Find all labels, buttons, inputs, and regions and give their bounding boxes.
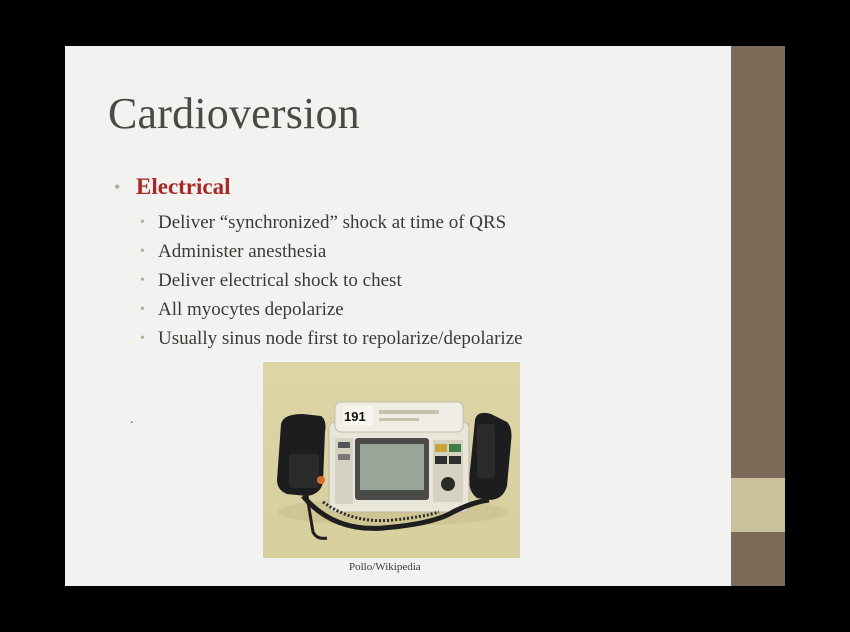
image-caption: Pollo/Wikipedia (349, 561, 421, 573)
list-item-text: Usually sinus node first to repolarize/depolarize (158, 327, 523, 349)
sub-bullet-dot-icon: • (140, 301, 145, 317)
defibrillator-photo (263, 362, 520, 558)
list-item-text: Deliver “synchronized” shock at time of QRS (158, 211, 507, 233)
list-item-text: Administer anesthesia (158, 240, 327, 262)
sub-bullet-dot-icon: • (140, 214, 145, 230)
sub-bullet-dot-icon: • (140, 272, 145, 288)
slide-sidebar-accent (731, 478, 785, 532)
bullet-dot-icon: • (114, 177, 121, 197)
list-item (140, 208, 523, 237)
list-item (140, 295, 523, 324)
sub-bullet-dot-icon: • (140, 243, 145, 259)
bullet-heading: Electrical (136, 174, 231, 199)
list-item (140, 237, 523, 266)
defibrillator-illustration (263, 362, 520, 558)
list-item (140, 266, 523, 295)
list-item-text: Deliver electrical shock to chest (158, 269, 402, 291)
slide-title: Cardioversion (108, 89, 360, 138)
list-item-text: All myocytes depolarize (158, 298, 344, 320)
list-item (140, 324, 523, 353)
stray-mark: . (130, 412, 134, 427)
sub-bullet-list (140, 208, 523, 353)
bullet-electrical (114, 174, 231, 200)
device-number-label: 191 (344, 409, 366, 424)
sub-bullet-dot-icon: • (140, 330, 145, 346)
